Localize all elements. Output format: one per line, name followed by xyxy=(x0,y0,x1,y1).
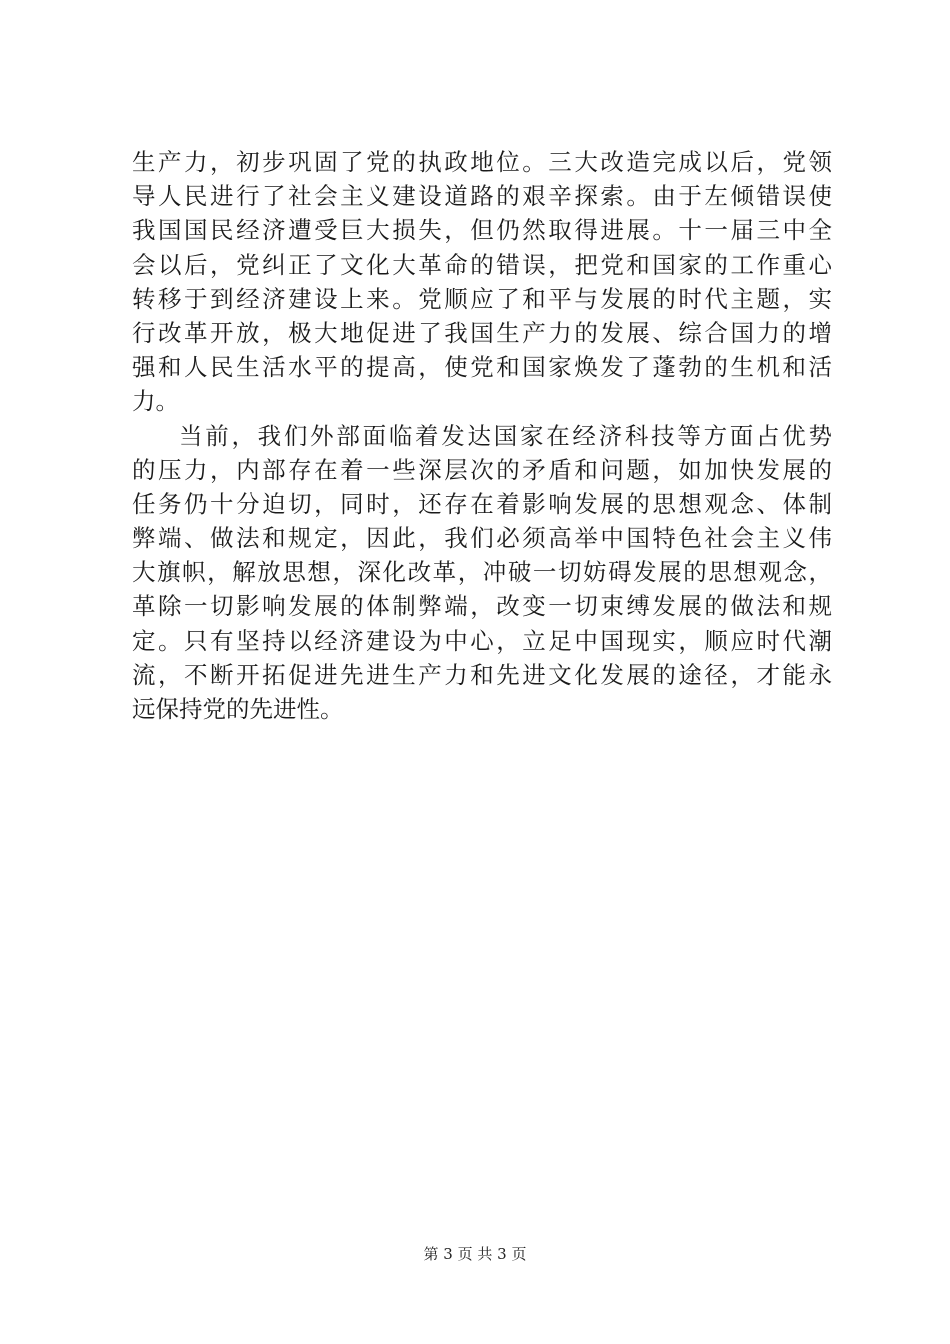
text-line: 任务仍十分迫切，同时，还存在着影响发展的思想观念、体制 xyxy=(132,489,832,518)
text-line: 力。 xyxy=(132,387,179,416)
text-line: 流，不断开拓促进先进生产力和先进文化发展的途径，才能永 xyxy=(132,660,832,689)
text-line: 大旗帜，解放思想，深化改革，冲破一切妨碍发展的思想观念， xyxy=(132,558,832,587)
text-line: 强和人民生活水平的提高，使党和国家焕发了蓬勃的生机和活 xyxy=(132,353,832,382)
paragraph-2 xyxy=(132,419,832,727)
text-line: 当前，我们外部面临着发达国家在经济科技等方面占优势 xyxy=(179,421,832,450)
text-line: 远保持党的先进性。 xyxy=(132,695,344,723)
text-line: 定。只有坚持以经济建设为中心，立足中国现实，顺应时代潮 xyxy=(132,626,832,655)
text-line: 的压力，内部存在着一些深层次的矛盾和问题，如加快发展的 xyxy=(132,455,832,484)
text-line: 会以后，党纠正了文化大革命的错误，把党和国家的工作重心 xyxy=(132,250,832,279)
text-line: 转移于到经济建设上来。党顺应了和平与发展的时代主题，实 xyxy=(132,284,832,313)
page-number-footer: 第 3 页 共 3 页 xyxy=(423,1245,527,1263)
text-line: 革除一切影响发展的体制弊端，改变一切束缚发展的做法和规 xyxy=(132,592,832,621)
text-line: 我国国民经济遭受巨大损失，但仍然取得进展。十一届三中全 xyxy=(132,216,832,245)
document-body xyxy=(132,145,832,726)
text-line: 弊端、做法和规定，因此，我们必须高举中国特色社会主义伟 xyxy=(132,524,832,553)
paragraph-1 xyxy=(132,145,832,419)
text-line: 生产力，初步巩固了党的执政地位。三大改造完成以后，党领 xyxy=(132,148,832,176)
text-line: 行改革开放，极大地促进了我国生产力的发展、综合国力的增 xyxy=(132,318,832,347)
text-line: 导人民进行了社会主义建设道路的艰辛探索。由于左倾错误使 xyxy=(132,182,832,211)
